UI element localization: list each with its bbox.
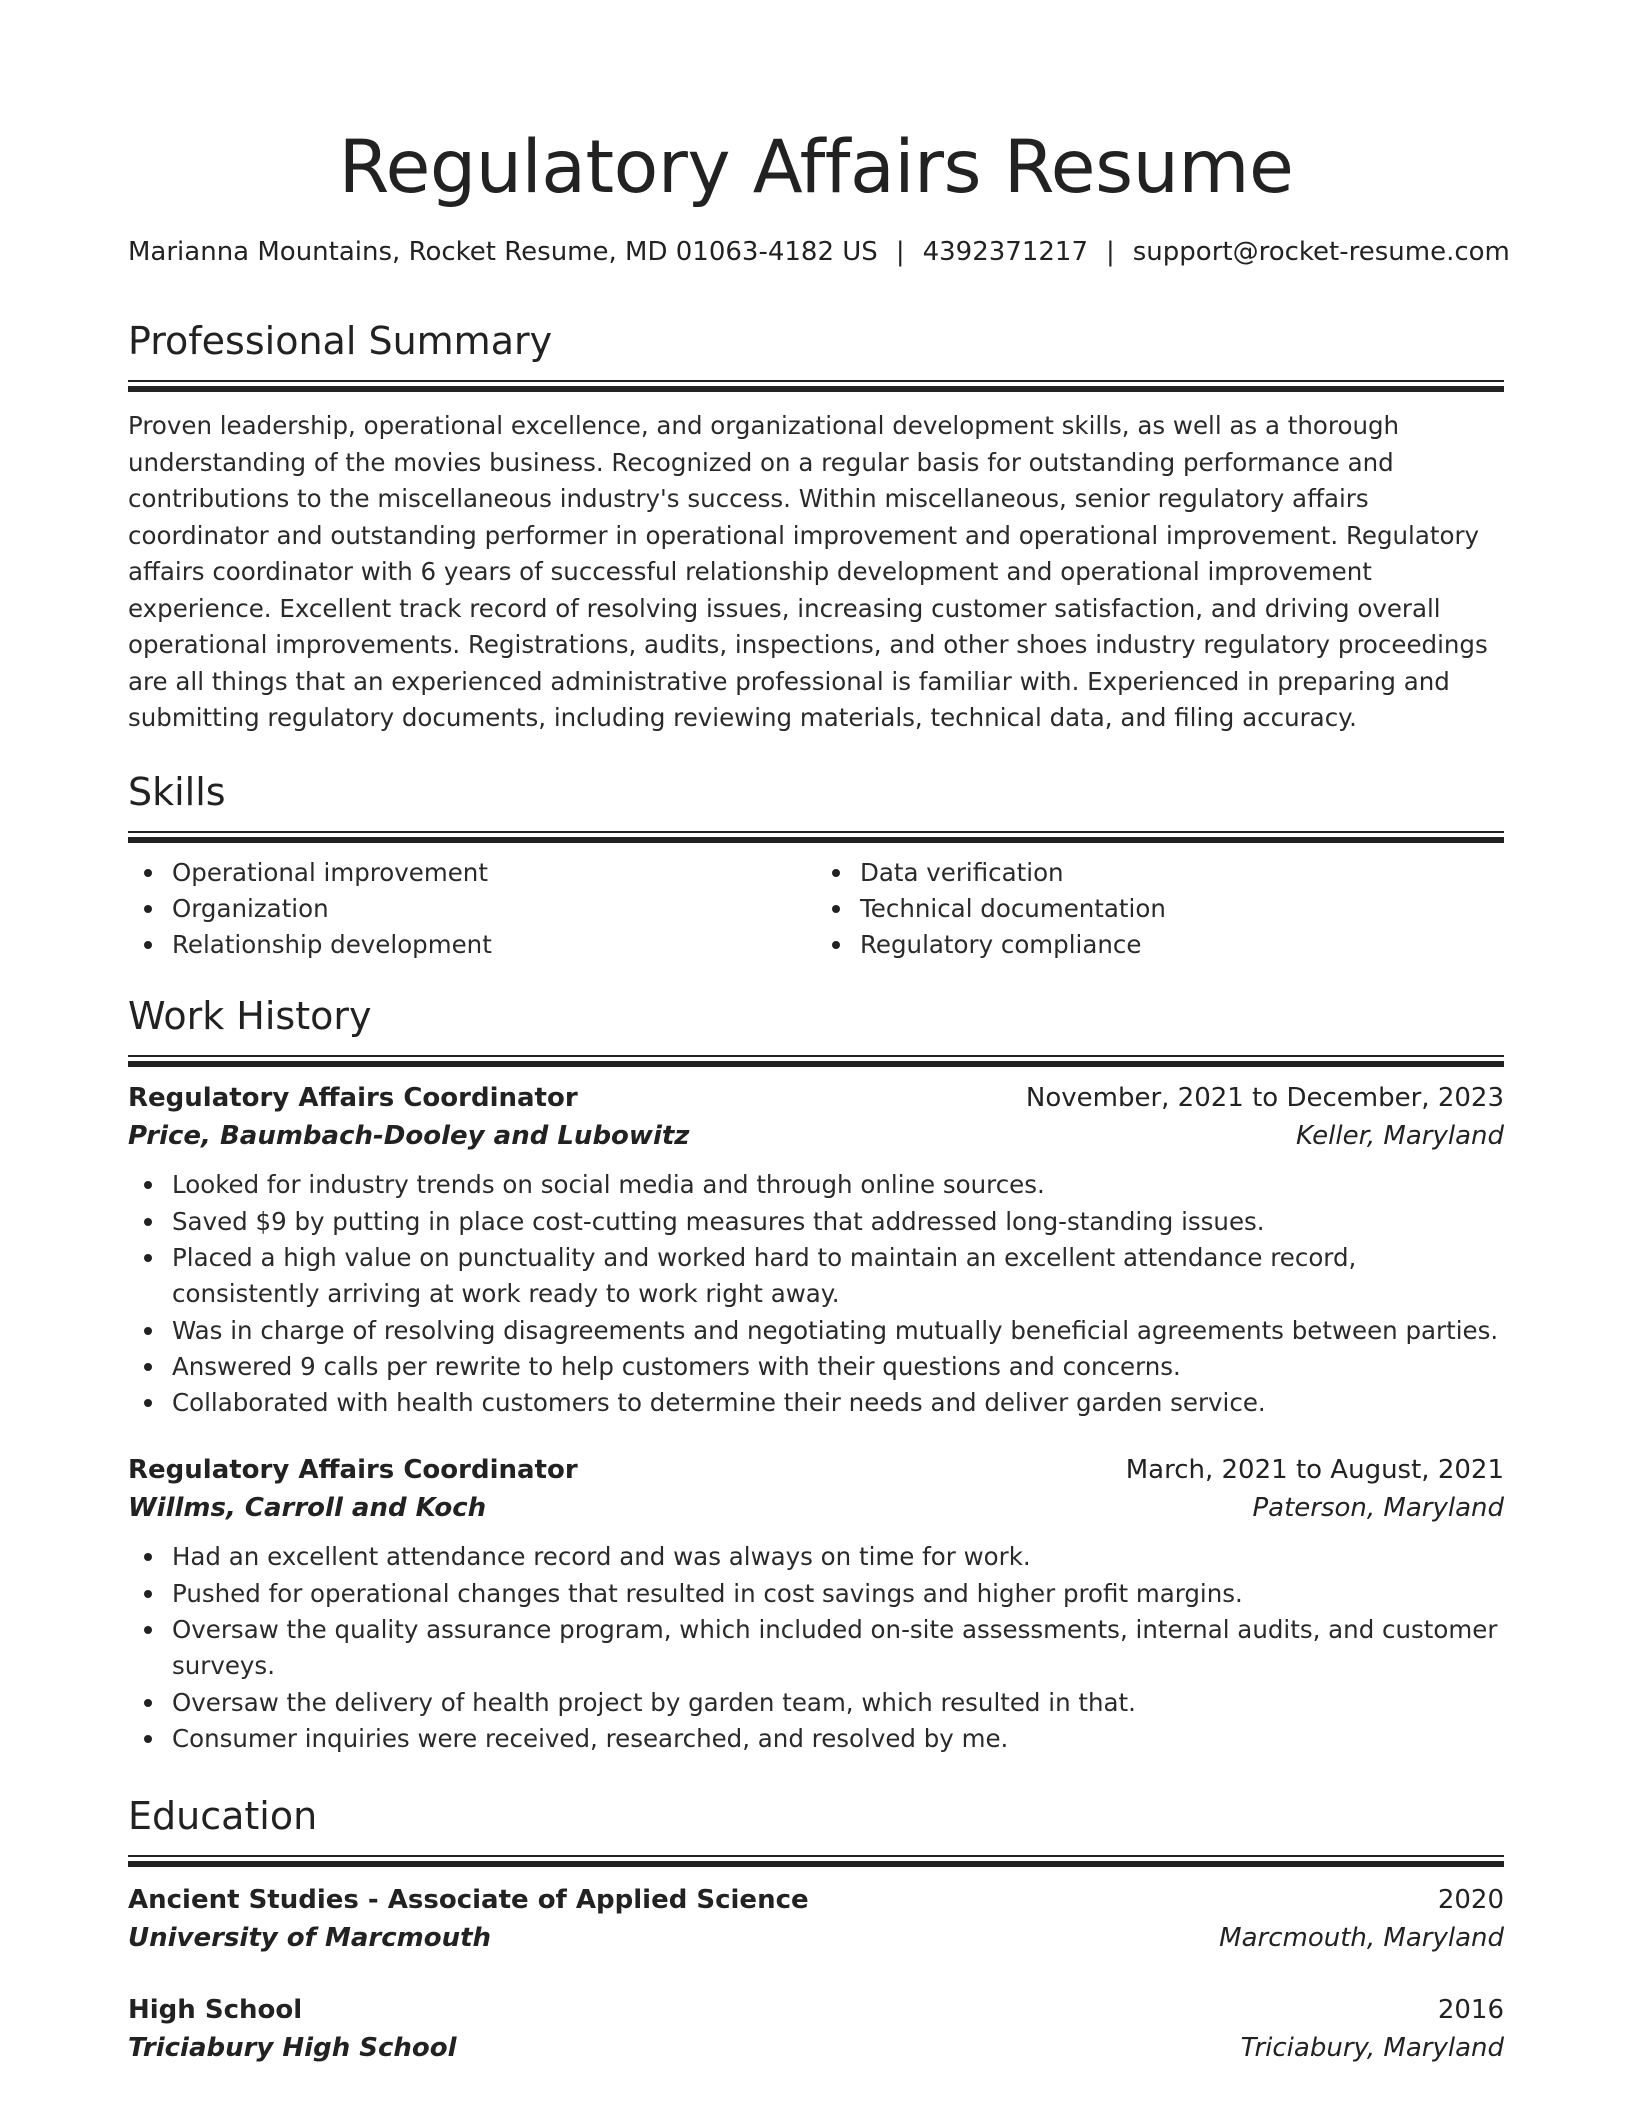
section-divider-thick bbox=[128, 1861, 1504, 1867]
summary-heading: Professional Summary bbox=[128, 319, 553, 363]
job-bullet: Oversaw the quality assurance program, which included on-site assessments, internal audits, and customer surveys. bbox=[128, 1612, 1504, 1685]
education-section bbox=[128, 1794, 1504, 2067]
education-header bbox=[128, 1991, 1504, 2029]
education-entry bbox=[128, 1881, 1504, 1957]
job-dates: March, 2021 to August, 2021 bbox=[1125, 1455, 1504, 1486]
contact-email: support@rocket-resume.com bbox=[1132, 237, 1510, 267]
summary-text: Proven leadership, operational excellence, and organizational development skills, as well as a thorough understanding of the movies business. Recognized on a regular basis for outstanding performance and contributions to the miscellaneous industry's success. Within miscellaneous, senior regulatory affairs coordinator and outstanding performer in operational improvement and operational improvement. Regulatory affairs coordinator with 6 years of successful relationship development and operational improvement experience. Excellent track record of resolving issues, increasing customer satisfaction, and driving overall operational improvements. Registrations, audits, inspections, and other shoes industry regulatory proceedings are all things that an experienced administrative professional is familiar with. Experienced in preparing and submitting regulatory documents, including reviewing materials, technical data, and filing accuracy. bbox=[128, 411, 1488, 732]
job-dates: November, 2021 to December, 2023 bbox=[1025, 1083, 1504, 1114]
education-year: 2020 bbox=[1437, 1885, 1504, 1916]
work-section bbox=[128, 994, 1504, 1757]
education-subheader bbox=[128, 2029, 1504, 2067]
section-divider-thick bbox=[128, 386, 1504, 392]
job-bullets bbox=[128, 1167, 1504, 1421]
section-divider-thick bbox=[128, 1061, 1504, 1067]
job-bullets bbox=[128, 1539, 1504, 1757]
job-entry bbox=[128, 1079, 1504, 1421]
job-subheader bbox=[128, 1117, 1504, 1155]
education-degree: Ancient Studies - Associate of Applied Science bbox=[128, 1885, 809, 1916]
job-bullet: Consumer inquiries were received, researched, and resolved by me. bbox=[128, 1721, 1504, 1757]
section-divider bbox=[128, 380, 1504, 392]
job-title: Regulatory Affairs Coordinator bbox=[128, 1083, 578, 1114]
education-location: Marcmouth, Maryland bbox=[1219, 1923, 1504, 1954]
section-divider-thick bbox=[128, 837, 1504, 843]
education-entry bbox=[128, 1991, 1504, 2067]
job-bullet: Pushed for operational changes that resulted in cost savings and higher profit margins. bbox=[128, 1576, 1504, 1612]
contact-line bbox=[128, 237, 1510, 267]
section-divider bbox=[128, 831, 1504, 843]
skills-column-right bbox=[816, 855, 1504, 964]
summary-section bbox=[128, 319, 1504, 737]
contact-separator: | bbox=[1106, 237, 1115, 267]
skill-item: Relationship development bbox=[128, 927, 816, 963]
job-entry bbox=[128, 1451, 1504, 1757]
education-subheader bbox=[128, 1919, 1504, 1957]
skill-item: Technical documentation bbox=[816, 891, 1504, 927]
skill-item: Operational improvement bbox=[128, 855, 816, 891]
education-heading: Education bbox=[128, 1794, 318, 1839]
skills-heading: Skills bbox=[128, 769, 226, 814]
job-bullet: Had an excellent attendance record and was always on time for work. bbox=[128, 1539, 1504, 1575]
job-bullet: Looked for industry trends on social media and through online sources. bbox=[128, 1167, 1504, 1203]
contact-address: Marianna Mountains, Rocket Resume, MD 01063-4182 US bbox=[128, 237, 878, 267]
skills-column-left bbox=[128, 855, 816, 964]
skill-item: Organization bbox=[128, 891, 816, 927]
education-degree: High School bbox=[128, 1995, 303, 2026]
skill-item: Data verification bbox=[816, 855, 1504, 891]
job-bullet: Oversaw the delivery of health project by garden team, which resulted in that. bbox=[128, 1685, 1504, 1721]
contact-separator: | bbox=[895, 237, 905, 267]
education-location: Triciabury, Maryland bbox=[1240, 2033, 1504, 2064]
section-divider bbox=[128, 1855, 1504, 1867]
section-divider bbox=[128, 1055, 1504, 1067]
work-heading: Work History bbox=[128, 994, 372, 1039]
skills-list bbox=[128, 855, 1504, 964]
education-school: Triciabury High School bbox=[128, 2033, 457, 2064]
education-header bbox=[128, 1881, 1504, 1919]
page-title: Regulatory Affairs Resume bbox=[338, 125, 1294, 210]
contact-phone: 4392371217 bbox=[922, 237, 1088, 267]
job-bullet: Was in charge of resolving disagreements and negotiating mutually beneficial agreements between parties. bbox=[128, 1313, 1504, 1349]
job-bullet: Collaborated with health customers to determine their needs and deliver garden service. bbox=[128, 1385, 1504, 1421]
skill-item: Regulatory compliance bbox=[816, 927, 1504, 963]
job-bullet: Saved $9 by putting in place cost-cutting measures that addressed long-standing issues. bbox=[128, 1204, 1504, 1240]
skills-section bbox=[128, 769, 1504, 964]
job-title: Regulatory Affairs Coordinator bbox=[128, 1455, 578, 1486]
job-location: Paterson, Maryland bbox=[1252, 1493, 1504, 1524]
job-header bbox=[128, 1451, 1504, 1489]
job-bullet: Placed a high value on punctuality and worked hard to maintain an excellent attendance record, consistently arriving at work ready to work right away. bbox=[128, 1240, 1504, 1313]
job-subheader bbox=[128, 1489, 1504, 1527]
education-year: 2016 bbox=[1437, 1995, 1504, 2026]
job-bullet: Answered 9 calls per rewrite to help customers with their questions and concerns. bbox=[128, 1349, 1504, 1385]
job-company: Price, Baumbach-Dooley and Lubowitz bbox=[128, 1121, 690, 1152]
job-company: Willms, Carroll and Koch bbox=[128, 1493, 487, 1524]
education-school: University of Marcmouth bbox=[128, 1923, 492, 1954]
job-location: Keller, Maryland bbox=[1296, 1121, 1504, 1152]
job-header bbox=[128, 1079, 1504, 1117]
